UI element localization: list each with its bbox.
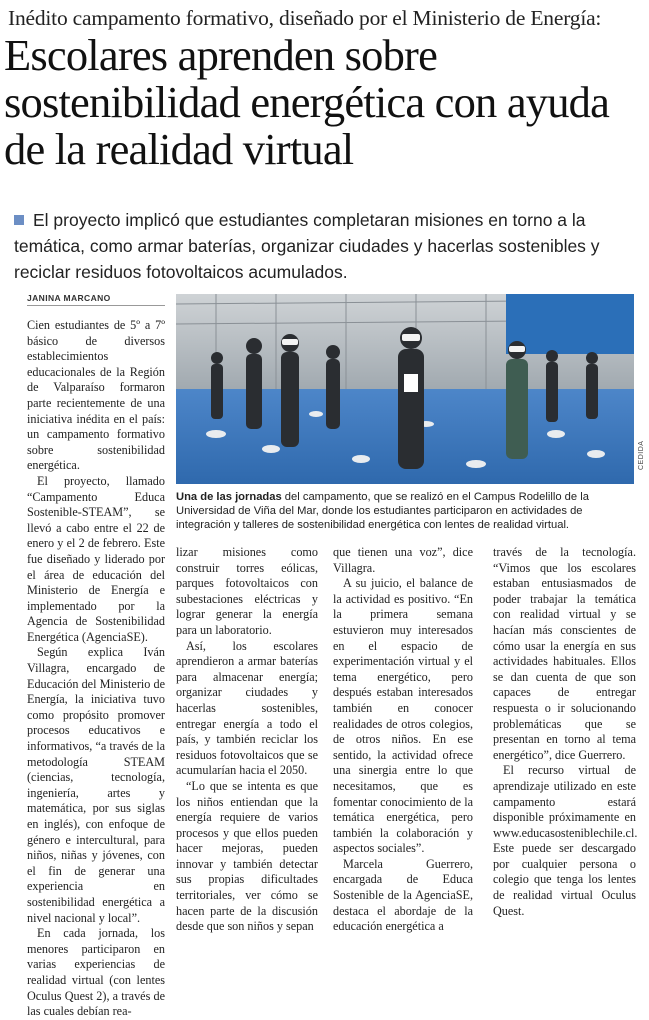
body-column-4: [493, 545, 636, 919]
article-headline: Escolares aprenden sobre sostenibilidad energética con ayuda de la realidad virtual: [4, 30, 610, 174]
paragraph: El recurso virtual de aprendizaje utilizado en este campamento estará disponible próximamente en www.educasosteniblechile.cl. Este puede ser descargado por cualquier persona o colegio que tenga los lentes de realidad virtual Oculus Quest.: [493, 763, 638, 918]
paragraph: Marcela Guerrero, encargada de Educa Sostenible de la AgenciaSE, destaca el abordaje de la educación energética a: [333, 856, 473, 934]
paragraph: través de la tecnología. “Vimos que los escolares estaban entusiasmados de poder trabajar la temática con realidad virtual y se hacían más conscientes de cómo usar la energía en sus actividades habituales. Ellos se dan cuenta de que son capaces de entregar respuesta o ir solucionando problemáticas que se presentan en torno al tema energético”, dice Guerrero.: [493, 545, 636, 762]
paragraph: que tienen una voz”, dice Villagra.: [333, 545, 473, 575]
square-bullet-icon: [14, 215, 24, 225]
body-column-1: [27, 318, 165, 1020]
paragraph: Así, los escolares aprendieron a armar baterías para almacenar energía; organizar ciudades y hacerlas sostenibles, entregar energía a todo el país, y también reciclar los residuos fotovoltaicos que se acumularían hacia el 2050.: [176, 638, 318, 778]
byline-divider: [27, 305, 165, 306]
paragraph: El proyecto, llamado “Campamento Educa Sostenible-STEAM”, se llevó a cabo entre el 22 de enero y el 2 de febrero. Este fue diseñado y liderado por el área de educación del Ministerio de Energía e implementado por la Agencia de Sostenibilidad Energética (AgenciaSE).: [27, 473, 165, 644]
caption-lead: Una de las jornadas: [176, 491, 282, 503]
article-deck: [14, 207, 639, 285]
photo-credit: CEDIDA: [638, 440, 645, 470]
body-column-3: [333, 545, 473, 935]
article-kicker: Inédito campamento formativo, diseñado por el Ministerio de Energía:: [8, 6, 602, 30]
paragraph: A su juicio, el balance de la actividad es positivo. “En la primera semana estuvieron muy interesados en el espacio de experimentación virtual y el tema energético, pero después estaban interesados también en conocer realidades de otros colegios, de otros niños. En ese sentido, la actividad ofrece una sinergia entre lo que necesitamos, que es fomentar conocimiento de la temática energética, pero también la colaboración y aspectos sociales”.: [333, 576, 473, 856]
paragraph: Cien estudiantes de 5º a 7º básico de diversos establecimientos educacionales de la Región de Valparaíso formaron parte recientemente de una iniciativa inédita en el país: un campamento formativo sobre sostenibilidad energética.: [27, 318, 165, 473]
photo-caption: [176, 490, 636, 532]
paragraph: “Lo que se intenta es que los niños entiendan que la energía requiere de varios procesos y que ellos pueden hacer mejoras, pueden innovar y también detectar sus propias dificultades territoriales, ver cómo se hacen parte de la discusión desde que son niños y sepan: [176, 778, 318, 934]
byline: JANINA MARCANO: [27, 293, 111, 303]
paragraph: Según explica Iván Villagra, encargado de Educación del Ministerio de Energía, la iniciativa tuvo como propósito promover procesos educativos e informativos, “a través de la metodología STEAM (ciencias, tecnología, ingeniería, artes y matemática, por sus siglas en inglés), con enfoque de género e intercultural, para niños, niñas y jóvenes, con el fin de generar una experiencia en sostenibilidad energética a nivel nacional y local”.: [27, 645, 165, 925]
paragraph: En cada jornada, los menores participaron en varias experiencias de realidad virtual (con lentes Oculus Quest 2), a través de las cuales debían rea-: [27, 926, 165, 1019]
paragraph: lizar misiones como construir torres eólicas, parques fotovoltaicos con subestaciones eléctricas y lograr generar la energía para un laboratorio.: [176, 545, 318, 637]
body-column-2: [176, 545, 318, 935]
gym-vr-photo-illustration: [176, 294, 634, 484]
caption-text: del campamento, que se realizó en el Campus Rodelillo de la Universidad de Viña del Mar, donde los estudiantes participaron en actividades de integración y talleres de sostenibilidad energética con lentes de realidad virtual.: [176, 491, 589, 531]
deck-text: El proyecto implicó que estudiantes completaran misiones en torno a la temática, como armar baterías, organizar ciudades y hacerlas sostenibles y reciclar residuos fotovoltaicos acumulados.: [14, 210, 600, 282]
article-photo: [176, 294, 634, 484]
